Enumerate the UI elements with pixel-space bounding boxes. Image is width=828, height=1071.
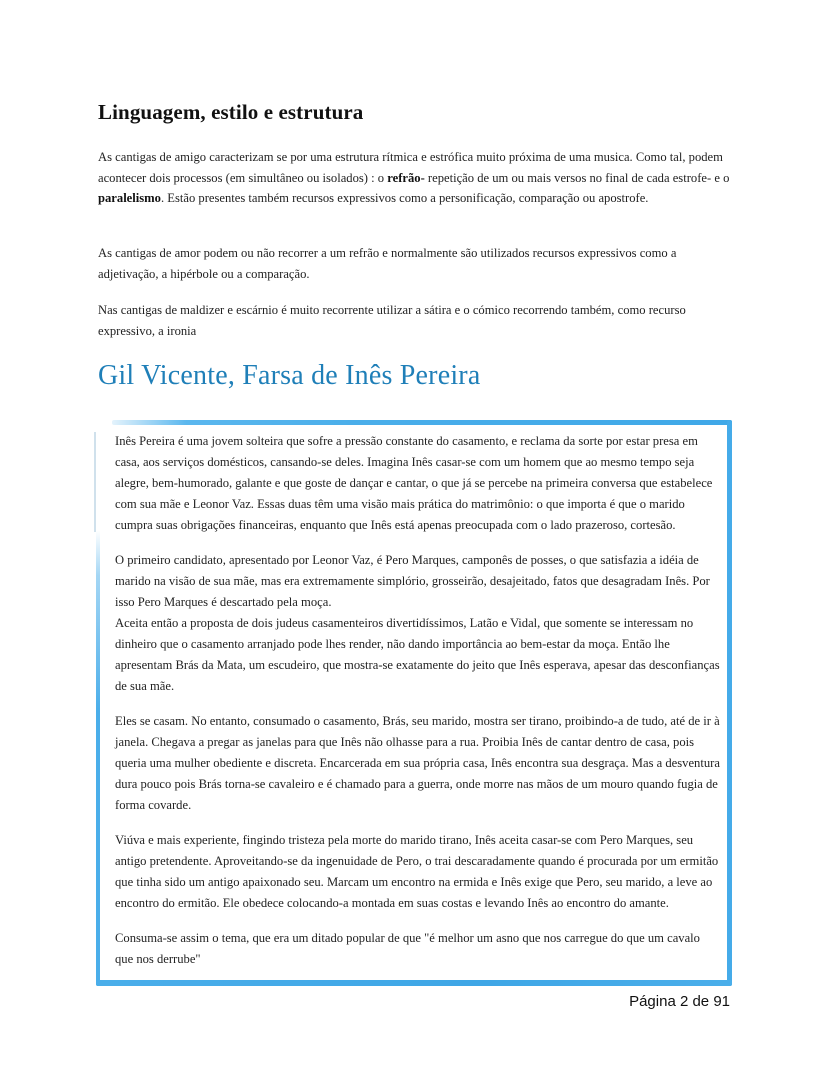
summary-paragraph: Viúva e mais experiente, fingindo tristeza pela morte do marido tirano, Inês aceita casar-se com Pero Marques, seu antigo pretendente. Aproveitando-se da ingenuidade de Pero, o trai descaradamente quando é procurada por um ermitão que tinha sido um antigo apaixonado seu. Marcam um encontro na ermida e Inês exige que Pero, seu marido, a leve ao encontro do ermitão. Ele obedece colocando-a montada em suas costas e levando Inês ao encontro do amante. — [115, 833, 719, 910]
box-border-bottom — [96, 980, 732, 986]
summary-paragraph: Consuma-se assim o tema, que era um ditado popular de que "é melhor um asno que nos carregue do que um cavalo que nos derrube" — [115, 931, 700, 966]
paragraph-cantigas-maldizer: Nas cantigas de maldizer e escárnio é muito recorrente utilizar a sátira e o cómico recorrendo também, como recurso expressivo, a ironia — [98, 303, 686, 338]
box-border-left-faint — [94, 432, 96, 532]
summary-paragraph: Eles se casam. No entanto, consumado o casamento, Brás, seu marido, mostra ser tirano, proibindo-a de tudo, até de ir à janela. Chegava a pregar as janelas para que Inês não olhasse para a rua. Proibia Inês de cantar dentro de casa, pois queria uma mulher obediente e discreta. Encarcerada em sua própria casa, Inês encontra sua desgraça. Mas a desventura dura pouco pois Brás torna-se cavaleiro e é chamado para a guerra, onde morre nas mãos de um mouro quando fugia de forma covarde. — [115, 714, 720, 812]
paragraph-cantigas-amor: As cantigas de amor podem ou não recorrer a um refrão e normalmente são utilizados recursos expressivos como a adjetivação, a hipérbole ou a comparação. — [98, 246, 677, 281]
section-title: Gil Vicente, Farsa de Inês Pereira — [98, 360, 481, 391]
text-run: . Estão presentes também recursos expressivos como a personificação, comparação ou apostrofe. — [160, 191, 649, 205]
text-run: As cantigas de amigo caracterizam se por uma estrutura rítmica e estrófica muito próxima de uma musica. Como tal, podem acontecer dois processos (em simultâneo ou isolados) : o — [98, 150, 723, 185]
summary-paragraph: O primeiro candidato, apresentado por Leonor Vaz, é Pero Marques, camponês de posses, o que satisfazia a idéia de marido na visão de sua mãe, mas era extremamente simplório, grosseirão, desajeitado, fatos que desagradam Inês. Por isso Pero Marques é descartado pela moça. — [115, 553, 710, 609]
paragraph-cantigas-amigo — [98, 147, 734, 209]
box-border-top — [112, 420, 732, 425]
page-number: Página 2 de 91 — [629, 993, 730, 1010]
summary-paragraph: Inês Pereira é uma jovem solteira que sofre a pressão constante do casamento, e reclama da sorte por estar presa em casa, aos serviços domésticos, cansando-se deles. Imagina Inês casar-se com um homem que ao mesmo tempo seja alegre, bem-humorado, galante e que goste de dançar e cantar, o que já se percebe na primeira conversa que estabelece com sua mãe e Leonor Vaz. Essas duas têm uma visão mais prática do matrimônio: o que importa é que o marido cumpra suas obrigações financeiras, enquanto que Inês está apenas preocupada com o lado prazeroso, cortesão. — [115, 434, 713, 532]
summary-text — [115, 431, 721, 970]
bold-term-refrao: refrão- — [387, 170, 425, 185]
summary-box — [100, 420, 732, 986]
text-run: repetição de um ou mais versos no final de cada estrofe- e o — [424, 170, 730, 185]
bold-term-paralelismo: paralelismo — [98, 191, 161, 205]
box-border-left — [96, 530, 100, 986]
summary-paragraph: Aceita então a proposta de dois judeus casamenteiros divertidíssimos, Latão e Vidal, que somente se interessam no dinheiro que o casamento arranjado pode lhes render, não dando importância ao bem-estar da moça. Então lhe apresentam Brás da Mata, um escudeiro, que mostra-se exatamente do jeito que Inês esperava, apesar das desconfianças de sua mãe. — [115, 616, 720, 693]
section-heading: Linguagem, estilo e estrutura — [98, 100, 364, 124]
box-border-right — [727, 420, 732, 986]
